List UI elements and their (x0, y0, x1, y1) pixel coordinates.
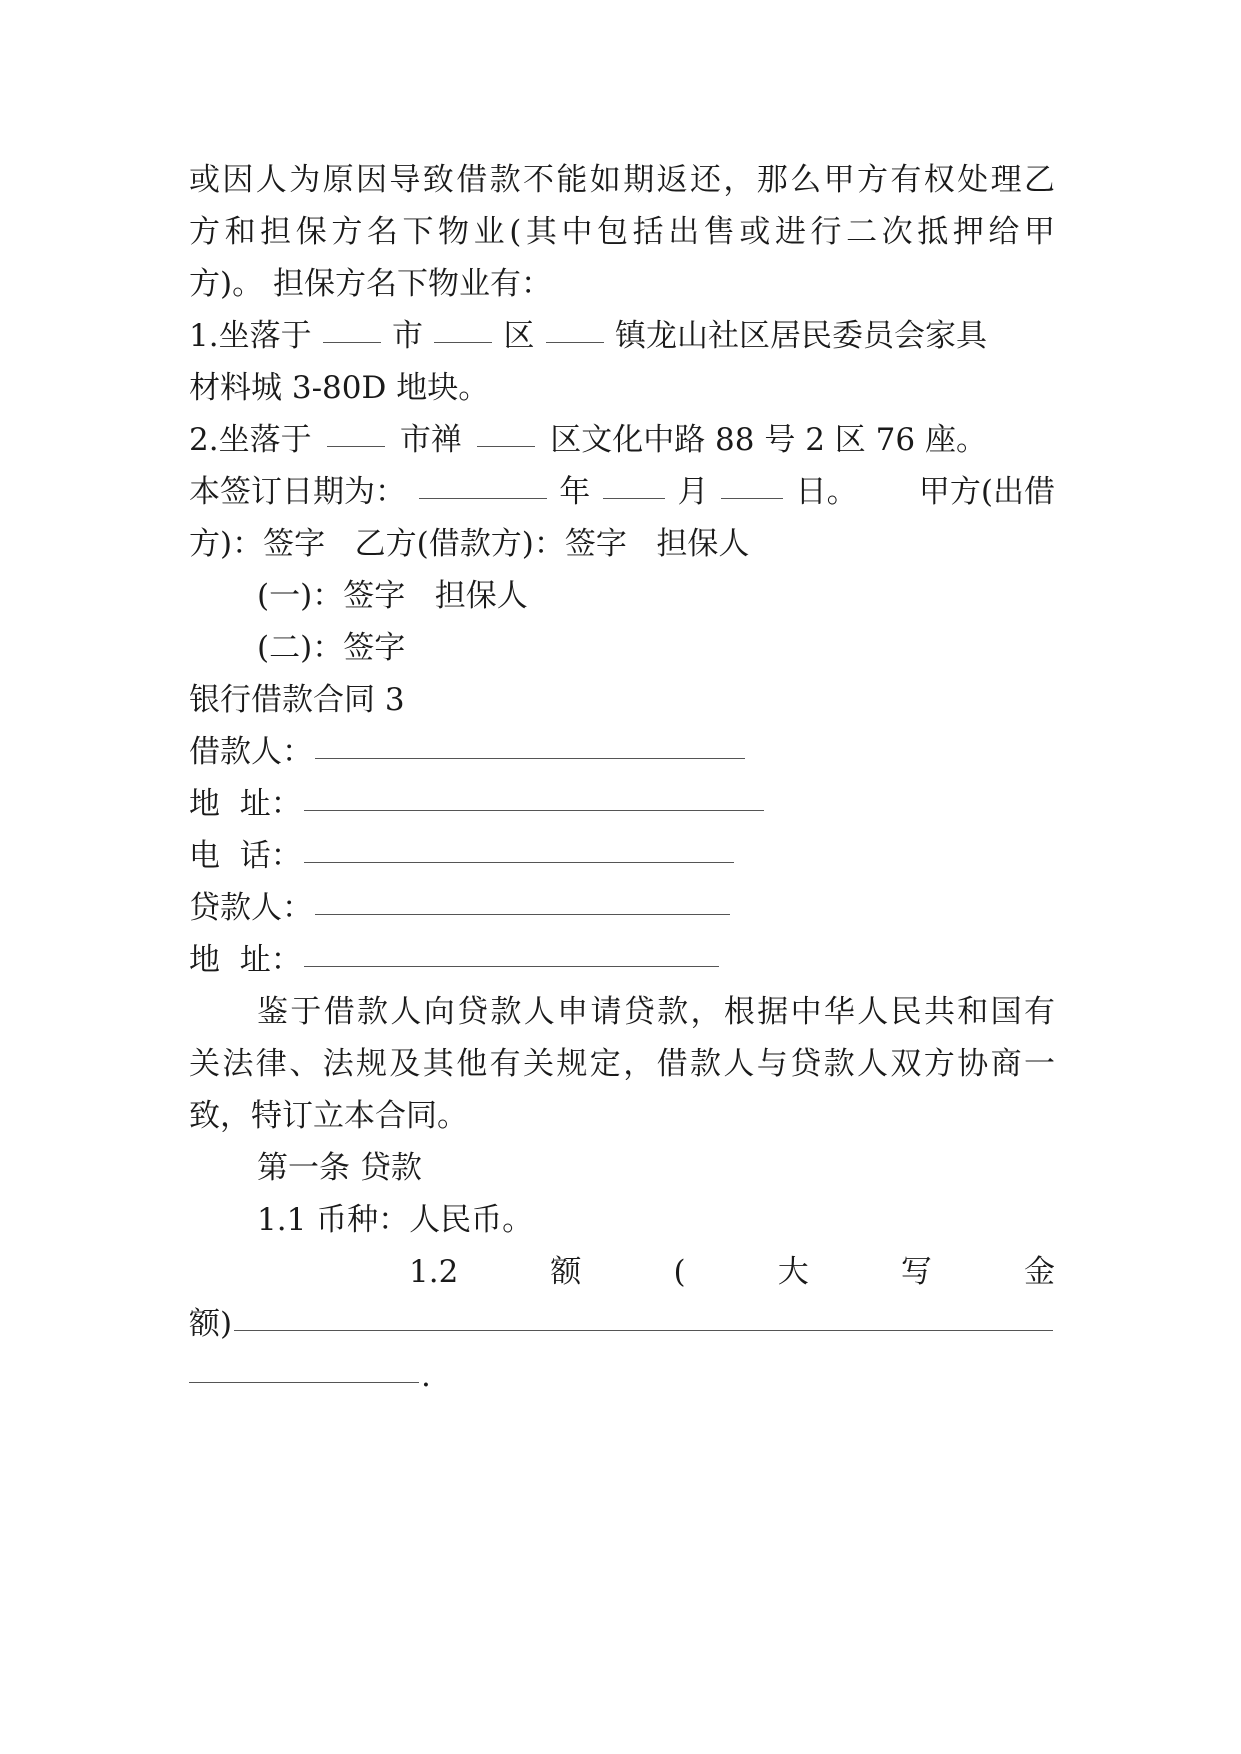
item-text: 市 (392, 318, 424, 354)
clause-word: 1.2 (409, 1254, 459, 1290)
item-text: 1.坐落于 (189, 318, 312, 354)
address-field (189, 784, 766, 824)
article-heading: 第一条 贷款 (257, 1150, 422, 1186)
blank-line (721, 472, 783, 499)
field-label: 借款人： (189, 734, 313, 770)
blank-line (477, 420, 535, 447)
paragraph-line: 方)。 担保方名下物业有： (189, 266, 552, 302)
blank-line (434, 316, 492, 343)
paragraph-line: 鉴于借款人向贷款人申请贷款，根据中华人民共和国有 (257, 994, 1055, 1030)
clause-word: 大 (777, 1254, 809, 1290)
month-label: 月 (677, 474, 709, 510)
blank-line (327, 420, 385, 447)
blank-line (323, 316, 381, 343)
guarantor-line: (一)：签字 担保人 (257, 578, 528, 614)
item-text: 2.坐落于 (189, 422, 312, 458)
clause-line: 1.1 币种：人民币。 (257, 1202, 534, 1238)
field-label: 地 址： (189, 786, 302, 822)
field-label: 地 址： (189, 942, 302, 978)
clause-word: 写 (900, 1254, 932, 1290)
item-text: 镇龙山社区居民委员会家具 (614, 318, 987, 354)
blank-line (419, 472, 547, 499)
blank-line (546, 316, 604, 343)
clause-word: 额 (550, 1254, 582, 1290)
item-text: 市禅 (399, 422, 462, 458)
field-label: 电 话： (189, 838, 302, 874)
guarantor-line: (二)：签字 (257, 630, 406, 666)
blank-line (304, 940, 719, 967)
amount-end: . (421, 1358, 431, 1394)
signature-line: 方)：签字 乙方(借款方)：签字 担保人 (189, 526, 750, 562)
blank-line (304, 836, 734, 863)
amount-line-2 (189, 1356, 431, 1396)
paragraph-line: 方和担保方名下物业(其中包括出售或进行二次抵押给甲 (189, 214, 1055, 250)
party-a-label: 甲方(出借 (918, 474, 1055, 510)
lender-field (189, 888, 732, 928)
item-text: 区 (503, 318, 535, 354)
lender-address-field (189, 940, 721, 980)
day-label: 日。 (795, 474, 858, 510)
clause-word: ( (673, 1254, 686, 1290)
item-text: 区文化中路 88 号 2 区 76 座。 (550, 422, 987, 458)
paragraph-line: 或因人为原因导致借款不能如期返还，那么甲方有权处理乙 (189, 162, 1055, 198)
blank-line (603, 472, 665, 499)
amount-label: 额) (189, 1306, 233, 1342)
paragraph-line: 关法律、法规及其他有关规定，借款人与贷款人双方协商一 (189, 1046, 1055, 1082)
year-label: 年 (559, 474, 591, 510)
clause-word: 金 (1023, 1254, 1055, 1290)
borrower-field (189, 732, 747, 772)
blank-line (315, 732, 745, 759)
blank-line (234, 1304, 1053, 1331)
signing-date-label: 本签订日期为： (189, 474, 406, 510)
blank-line (315, 888, 730, 915)
clause-1-2-line (409, 1252, 1055, 1292)
item-1-line-2: 材料城 3-80D 地块。 (189, 370, 490, 406)
blank-line (189, 1356, 419, 1383)
blank-line (304, 784, 764, 811)
item-1-line (189, 316, 987, 356)
contract-title: 银行借款合同 3 (189, 682, 405, 718)
amount-line (189, 1304, 1055, 1344)
item-2-line (189, 420, 987, 460)
paragraph-line: 致，特订立本合同。 (189, 1098, 468, 1134)
field-label: 贷款人： (189, 890, 313, 926)
phone-field (189, 836, 736, 876)
signing-date-line (189, 472, 1055, 512)
